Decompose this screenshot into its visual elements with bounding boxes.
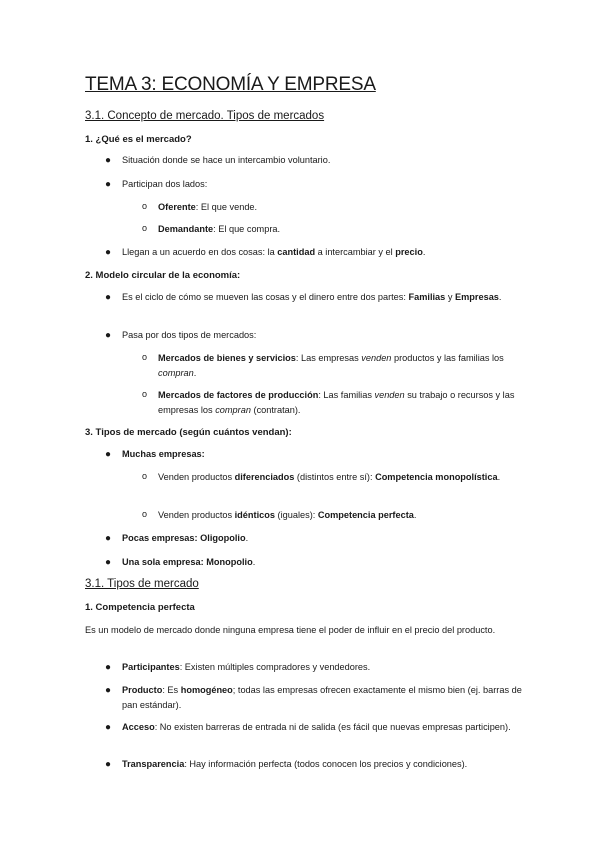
intro-paragraph: Es un modelo de mercado donde ninguna empresa tiene el poder de influir en el precio del producto. <box>85 625 496 635</box>
sub-bullet-icon: o <box>142 471 148 481</box>
sub-bullet-icon: o <box>142 352 148 362</box>
list-item: ● Es el ciclo de cómo se mueven las cosas y el dinero entre dos partes: Familias y Empresas. <box>105 292 502 303</box>
question-heading-modelo-circular: 2. Modelo circular de la economía: <box>85 270 241 281</box>
question-heading-que-es-mercado: 1. ¿Qué es el mercado? <box>85 134 192 145</box>
bullet-icon: ● <box>105 247 112 258</box>
bullet-icon: ● <box>105 722 112 733</box>
sub-list-item: o Venden productos diferenciados (distintos entre sí): Competencia monopolística. <box>142 471 501 482</box>
bullet-icon: ● <box>105 685 112 696</box>
sub-list-item: o Mercados de bienes y servicios: Las empresas venden productos y las familias los compran. <box>142 352 504 378</box>
bullet-icon: ● <box>105 155 112 166</box>
bullet-icon: ● <box>105 759 112 770</box>
list-item: ● Una sola empresa: Monopolio. <box>105 557 256 568</box>
sub-list-item: o Mercados de factores de producción: Las familias venden su trabajo o recursos y las empresas los compran (contratan). <box>142 389 515 415</box>
bullet-icon: ● <box>105 449 112 460</box>
bullet-icon: ● <box>105 557 112 568</box>
subsection-heading-competencia-perfecta: 1. Competencia perfecta <box>85 602 195 613</box>
bullet-icon: ● <box>105 330 112 341</box>
list-item: ● Pasa por dos tipos de mercados: <box>105 330 257 341</box>
list-item: ● Muchas empresas: <box>105 449 205 460</box>
sub-list-item: o Oferente: El que vende. <box>142 201 258 212</box>
sub-list-item: o Demandante: El que compra. <box>142 223 281 234</box>
sub-bullet-icon: o <box>142 201 148 211</box>
section-heading-tipos-mercado: 3.1. Tipos de mercado <box>85 578 199 590</box>
list-item: ● Producto: Es homogéneo; todas las empresas ofrecen exactamente el mismo bien (ej. barras de pan estándar). <box>105 685 522 710</box>
sub-bullet-icon: o <box>142 509 148 519</box>
bullet-icon: ● <box>105 662 112 673</box>
list-item: ● Participantes: Existen múltiples compradores y vendedores. <box>105 662 371 673</box>
list-item: ● Situación donde se hace un intercambio voluntario. <box>105 155 331 166</box>
bullet-icon: ● <box>105 533 112 544</box>
list-item: ● Pocas empresas: Oligopolio. <box>105 533 249 544</box>
section-heading-concepto: 3.1. Concepto de mercado. Tipos de mercados <box>85 110 325 122</box>
list-item: ● Transparencia: Hay información perfecta (todos conocen los precios y condiciones). <box>105 759 468 770</box>
sub-list-item: o Venden productos idénticos (iguales): Competencia perfecta. <box>142 509 417 520</box>
bullet-icon: ● <box>105 292 112 303</box>
list-item: ● Llegan a un acuerdo en dos cosas: la cantidad a intercambiar y el precio. <box>105 247 426 258</box>
sub-bullet-icon: o <box>142 389 148 399</box>
sub-bullet-icon: o <box>142 223 148 233</box>
question-heading-tipos-mercado: 3. Tipos de mercado (según cuántos vendan): <box>85 427 292 438</box>
list-item: ● Acceso: No existen barreras de entrada ni de salida (es fácil que nuevas empresas participen). <box>105 722 511 733</box>
page-title: TEMA 3: ECONOMÍA Y EMPRESA <box>85 74 376 95</box>
list-item: ● Participan dos lados: <box>105 179 208 190</box>
bullet-icon: ● <box>105 179 112 190</box>
